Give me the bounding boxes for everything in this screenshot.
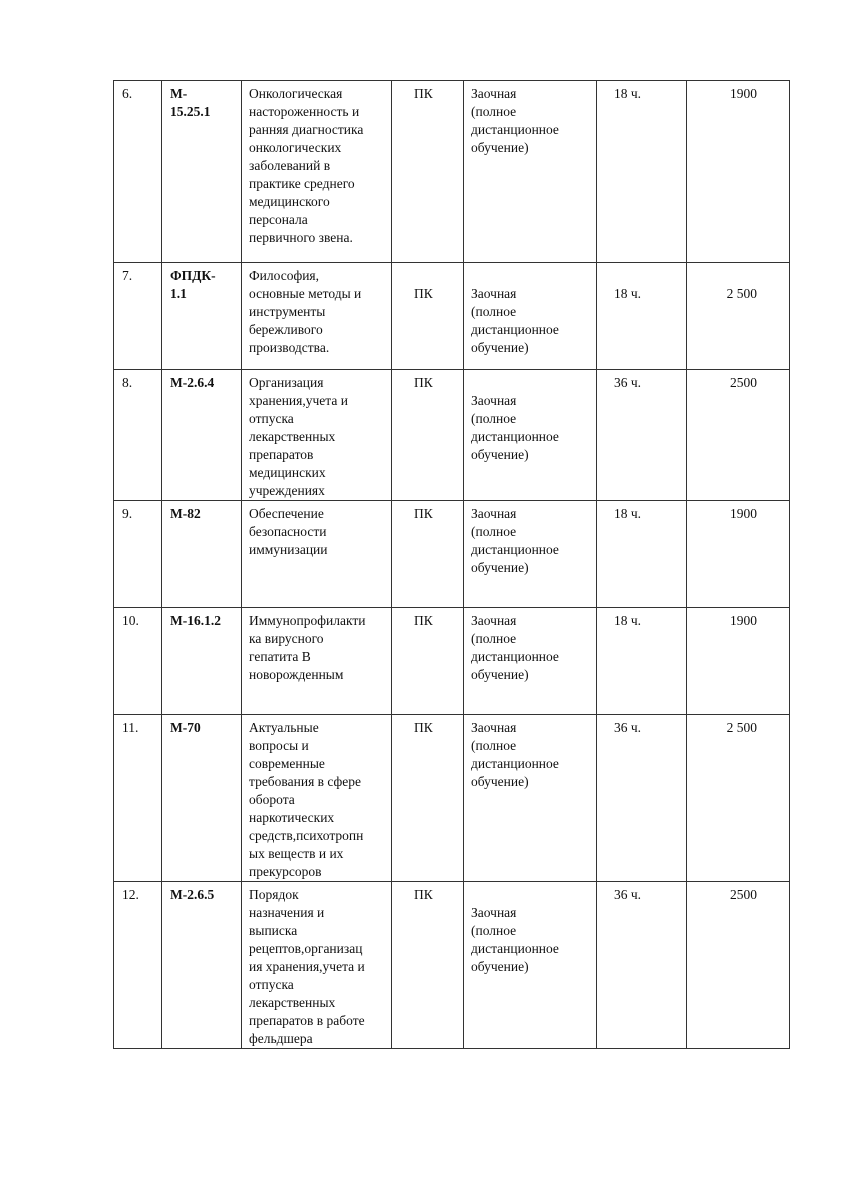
course-code: М-2.6.5 [162,882,242,1049]
row-number: 9. [114,501,162,608]
row-number: 12. [114,882,162,1049]
course-hours: 18 ч. [597,263,687,370]
course-code: М-16.1.2 [162,608,242,715]
course-type: ПК [392,370,464,501]
course-price: 1900 [687,608,790,715]
study-form: Заочная (полное дистанционное обучение) [464,501,597,608]
course-price: 2500 [687,882,790,1049]
course-hours: 36 ч. [597,370,687,501]
table-row [114,608,790,715]
course-type: ПК [392,882,464,1049]
course-type: ПК [392,715,464,882]
course-name: Организация хранения,учета и отпуска лекарственных препаратов медицинских учреждениях [242,370,392,501]
course-type: ПК [392,501,464,608]
course-hours: 18 ч. [597,81,687,263]
course-type: ПК [392,81,464,263]
study-form: Заочная (полное дистанционное обучение) [464,882,597,1049]
course-name: Актуальные вопросы и современные требования в сфере оборота наркотических средств,психотропн ых веществ и их прекурсоров [242,715,392,882]
study-form: Заочная (полное дистанционное обучение) [464,608,597,715]
course-name: Онкологическая настороженность и ранняя диагностика онкологических заболеваний в практике среднего медицинского персонала первичного звена. [242,81,392,263]
course-code: ФПДК- 1.1 [162,263,242,370]
course-hours: 36 ч. [597,715,687,882]
study-form: Заочная (полное дистанционное обучение) [464,263,597,370]
course-code: М- 15.25.1 [162,81,242,263]
course-type: ПК [392,263,464,370]
course-price: 2500 [687,370,790,501]
course-name: Обеспечение безопасности иммунизации [242,501,392,608]
course-code: М-70 [162,715,242,882]
course-hours: 18 ч. [597,501,687,608]
course-price: 1900 [687,81,790,263]
course-name: Философия, основные методы и инструменты бережливого производства. [242,263,392,370]
study-form: Заочная (полное дистанционное обучение) [464,715,597,882]
course-price: 2 500 [687,715,790,882]
table-row [114,715,790,882]
course-code: М-2.6.4 [162,370,242,501]
course-price: 2 500 [687,263,790,370]
row-number: 11. [114,715,162,882]
course-hours: 36 ч. [597,882,687,1049]
course-type: ПК [392,608,464,715]
table-row [114,882,790,1049]
table-row [114,81,790,263]
row-number: 8. [114,370,162,501]
row-number: 10. [114,608,162,715]
row-number: 6. [114,81,162,263]
study-form: Заочная (полное дистанционное обучение) [464,370,597,501]
course-code: М-82 [162,501,242,608]
course-price: 1900 [687,501,790,608]
course-name: Иммунопрофилакти ка вирусного гепатита В новорожденным [242,608,392,715]
course-hours: 18 ч. [597,608,687,715]
table-row [114,370,790,501]
course-name: Порядок назначения и выписка рецептов,организац ия хранения,учета и отпуска лекарственных препаратов в работе фельдшера [242,882,392,1049]
row-number: 7. [114,263,162,370]
study-form: Заочная (полное дистанционное обучение) [464,81,597,263]
table-row [114,501,790,608]
table-row [114,263,790,370]
courses-table [113,80,790,1049]
